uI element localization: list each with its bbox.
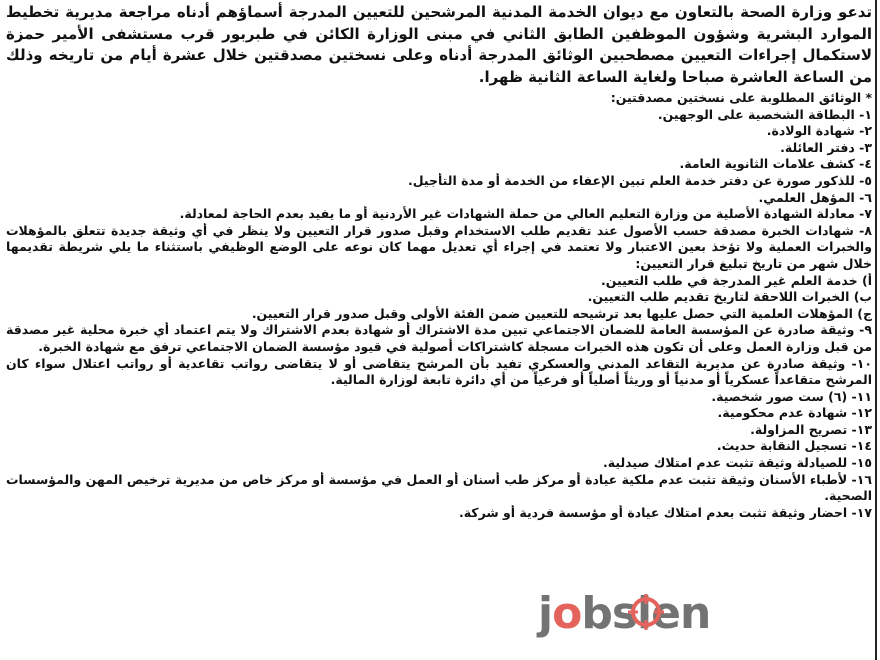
- watermark-text-o: o: [552, 588, 582, 639]
- document-item-17: ١٧- احضار وثيقة تثبت بعدم امتلاك عيادة أو مؤسسة فردية أو شركة.: [458, 504, 872, 520]
- jobslen-watermark: [538, 584, 728, 644]
- document-item-13: ١٣- تصريح المزاولة.: [750, 421, 872, 437]
- document-item-7: ٧- معادلة الشهادة الأصلية من وزارة التعليم العالي من حملة الشهادات غير الأردنية أو ما يفيد بعدم الحاجة لمعادلة.: [179, 206, 872, 222]
- crosshair-o-icon: [626, 590, 666, 630]
- document-item-2: ٢- شهادة الولادة.: [766, 123, 872, 139]
- document-item-12: ١٢- شهادة عدم محكومية.: [717, 405, 872, 421]
- document-item-4: ٤- كشف علامات الثانوية العامة.: [679, 156, 872, 172]
- document-item-16: ١٦- لأطباء الأسنان وثيقة تثبت عدم ملكية عيادة أو مركز طب أسنان أو العمل في مؤسسة أو مركز خاص من مديرية ترخيص المهن والمؤسسات الصحية.: [6, 471, 872, 504]
- document-item-3: ٣- دفتر العائلة.: [780, 139, 872, 155]
- document-item-11: ١١- (٦) ست صور شخصية.: [711, 388, 872, 404]
- watermark-text: [538, 588, 710, 639]
- intro-paragraph: تدعو وزارة الصحة بالتعاون مع ديوان الخدمة المدنية المرشحين للتعيين المدرجة أسماؤهم أدناه مراجعة مديرية تخطيط الموارد البشرية وشؤون الموظفين الطابق الثاني في مبنى الوزارة الكائن في طبربور قرب مستشفى الأمير حمزة لاستكمال إجراءات التعيين مصطحبين الوثائق المدرجة أدناه وعلى نسختين مصدقتين خلال عشرة أيام من تاريخه وذلك من الساعة العاشرة صباحا ولغاية الساعة الثانية ظهرا.: [6, 3, 872, 86]
- page-border-right: [875, 0, 877, 660]
- watermark-text-left: j: [538, 588, 553, 639]
- document-item-10: ١٠- وثيقة صادرة عن مديرية التقاعد المدني والعسكري تفيد بأن المرشح يتقاضى أو لا يتقاضى رواتب تقاعدية أو رواتب اعتلال سواء كان المرشح متقاعداً عسكرياً أو مدنياً أو وريثاً أصلياً أو فرعياً من أي دائرة تابعة لوزارة المالية.: [6, 355, 872, 388]
- announcement-body: [6, 2, 872, 521]
- document-item-8b: ب) الخبرات اللاحقة لتاريخ تقديم طلب التعيين.: [587, 289, 872, 305]
- watermark-text-right: bslen: [581, 588, 711, 639]
- document-item-8: ٨- شهادات الخبرة مصدقة حسب الأصول عند تقديم طلب الاستخدام وقبل صدور قرار التعيين ولا ينظر في أي وثيقة جديدة تتعلق بالمؤهلات والخبرات العملية ولا تؤخذ بعين الاعتبار ولا تعتمد في إجراء أي تعديل مهما كان نوعه على الوضع الوظيفي باستثناء ما يلي شريطة تقديمها خلال شهر من تاريخ تبليغ قرار التعيين:: [6, 222, 872, 271]
- document-item-1: ١- البطاقة الشخصية على الوجهين.: [657, 106, 872, 122]
- documents-heading: * الوثائق المطلوبة على نسختين مصدقتين:: [610, 90, 872, 105]
- document-item-14: ١٤- تسجيل النقابة حديث.: [716, 438, 872, 454]
- document-item-5: ٥- للذكور صورة عن دفتر خدمة العلم تبين الإعفاء من الخدمة أو مدة التأجيل.: [407, 172, 872, 188]
- document-item-8a: أ) خدمة العلم غير المدرجة في طلب التعيين.: [600, 272, 872, 288]
- document-item-9: ٩- وثيقة صادرة عن المؤسسة العامة للضمان الاجتماعي تبين مدة الاشتراك أو شهادة بعدم الاشتراك ولا يتم اعتماد أي خبرة محلية غير مصدقة من قبل وزارة العمل وعلى أن تكون هذه الخبرات مسجلة كاشتراكات أصولية في قيود مؤسسة الضمان الاجتماعي ترفق مع شهادة الخبرة.: [6, 322, 872, 354]
- document-item-6: ٦- المؤهل العلمي.: [758, 189, 872, 205]
- document-item-8c: ج) المؤهلات العلمية التي حصل عليها بعد ترشيحه للتعيين ضمن الفئة الأولى وقبل صدور قرار التعيين.: [251, 305, 872, 321]
- document-item-15: ١٥- للصيادلة وثيقة تثبت عدم امتلاك صيدلية.: [603, 455, 872, 471]
